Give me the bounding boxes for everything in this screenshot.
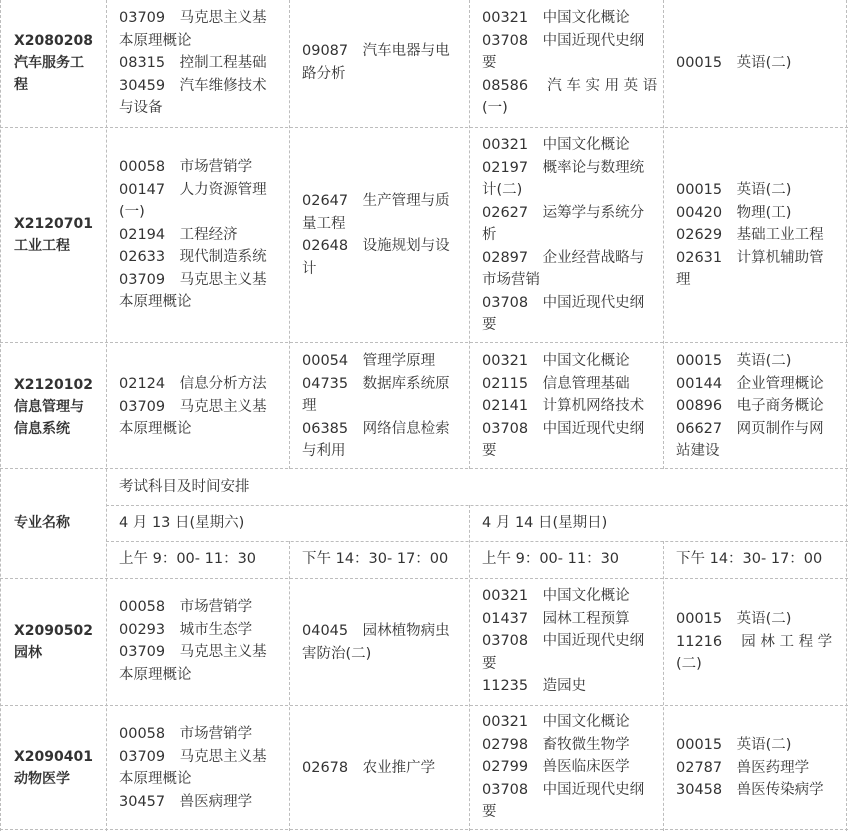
column-divider	[0, 0, 1, 831]
column-divider	[663, 0, 664, 469]
column-divider	[289, 0, 290, 469]
row-divider	[0, 705, 848, 706]
course-list-sun-pm: 00015 英语(二) 11216 园 林 工 程 学 (二)	[676, 611, 833, 672]
major-name: X2090502 园林	[14, 623, 93, 661]
column-divider	[106, 0, 107, 831]
course-list-sat-pm: 04045 园林植物病虫 害防治(二)	[302, 623, 450, 662]
column-divider	[469, 505, 470, 831]
course-list-sat-pm: 02678 农业推广学	[302, 760, 436, 776]
sun-pm-time: 下午 14：30- 17：00	[676, 551, 823, 567]
row-divider	[0, 468, 848, 469]
column-divider	[846, 0, 847, 831]
course-list-sun-am: 00321 中国文化概论 01437 园林工程预算 03708 中国近现代史纲 要 11235 造园史	[482, 588, 645, 694]
course-list-sun-am: 00321 中国文化概论 02115 信息管理基础 02141 计算机网络技术 03708 中国近现代史纲 要	[482, 353, 645, 459]
course-list-sun-pm: 00015 英语(二)	[676, 55, 792, 71]
course-list-sat-am: 00058 市场营销学 03709 马克思主义基 本原理概论 30457 兽医病理学	[119, 726, 267, 810]
exam-subjects-header: 考试科目及时间安排	[119, 479, 250, 495]
row-divider	[0, 342, 848, 343]
course-list-sun-pm: 00015 英语(二) 02787 兽医药理学 30458 兽医传染病学	[676, 737, 824, 798]
course-list-sun-am: 00321 中国文化概论 03708 中国近现代史纲 要 08586 汽 车 实 用 英 语 (一)	[482, 10, 658, 116]
major-name: X2080208 汽车服务工 程	[14, 33, 93, 93]
sun-am-time: 上午 9：00- 11：30	[482, 551, 620, 567]
course-list-sun-pm: 00015 英语(二) 00144 企业管理概论 00896 电子商务概论 06627 网页制作与网 站建设	[676, 353, 824, 459]
course-list-sat-am: 02124 信息分析方法 03709 马克思主义基 本原理概论	[119, 376, 267, 437]
column-divider	[663, 541, 664, 831]
course-list-sat-pm: 00054 管理学原理 04735 数据库系统原 理 06385 网络信息检索 与利用	[302, 353, 450, 459]
course-list-sun-pm: 00015 英语(二) 00420 物理(工) 02629 基础工业工程 02631 计算机辅助管 理	[676, 182, 824, 288]
column-divider	[289, 541, 290, 831]
course-list-sat-am: 03709 马克思主义基 本原理概论 08315 控制工程基础 30459 汽车维修技术 与设备	[119, 10, 267, 116]
sat-pm-time: 下午 14：30- 17：00	[302, 551, 449, 567]
day2-header: 4 月 14 日(星期日)	[482, 515, 608, 531]
row-divider	[0, 127, 848, 128]
major-name: X2120701 工业工程	[14, 216, 93, 254]
header-divider	[106, 541, 848, 542]
sat-am-time: 上午 9：00- 11：30	[119, 551, 257, 567]
course-list-sat-pm: 09087 汽车电器与电 路分析	[302, 43, 450, 82]
course-list-sun-am: 00321 中国文化概论 02798 畜牧微生物学 02799 兽医临床医学 03708 中国近现代史纲 要	[482, 714, 645, 820]
major-name: X2090401 动物医学	[14, 749, 93, 787]
header-divider	[106, 505, 848, 506]
course-list-sat-am: 00058 市场营销学 00293 城市生态学 03709 马克思主义基 本原理概论	[119, 599, 267, 683]
major-column-header: 专业名称	[14, 515, 70, 531]
course-list-sat-pm: 02647 生产管理与质 量工程 02648 设施规划与设 计	[302, 193, 450, 277]
day1-header: 4 月 13 日(星期六)	[119, 515, 245, 531]
course-list-sun-am: 00321 中国文化概论 02197 概率论与数理统 计(二) 02627 运筹学与系统分 析 02897 企业经营战略与 市场营销 03708 中国近现代史纲 要	[482, 137, 645, 333]
row-divider	[0, 829, 848, 830]
column-divider	[469, 0, 470, 469]
row-divider	[0, 578, 848, 579]
course-list-sat-am: 00058 市场营销学 00147 人力资源管理 (一) 02194 工程经济 02633 现代制造系统 03709 马克思主义基 本原理概论	[119, 159, 267, 310]
major-name: X2120102 信息管理与 信息系统	[14, 377, 93, 437]
